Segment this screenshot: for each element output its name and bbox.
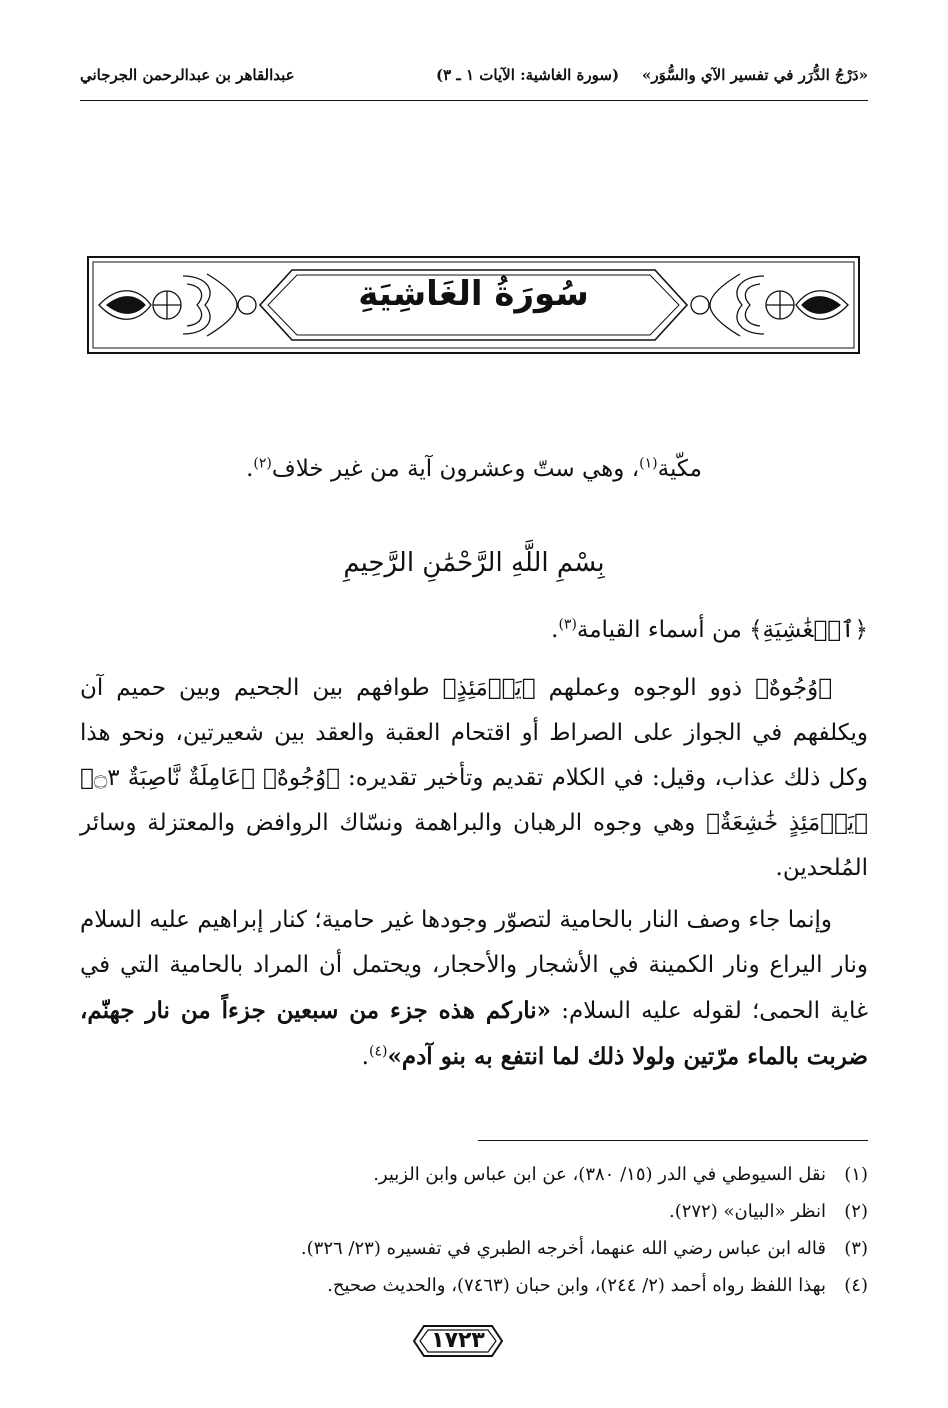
header-book-title: «دَرْجُ الدُّرَر في تفسير الآي والسُّوَر»: [641, 66, 868, 84]
footnote-ref: (٤): [368, 1043, 388, 1060]
footnote-number: (٤): [844, 1275, 868, 1296]
page-number-badge: [412, 1322, 504, 1360]
footnote: [80, 1267, 868, 1304]
paragraph-text: وإنما جاء وصف النار بالحامية لتصوّر وجودها غير حامية؛ كنار إبراهيم عليه السلام ونار اليراع ونار الكمينة في الأشجار والأحجار، ويحتمل أن المراد بالحامية التي في غاية الحمى؛ لقوله عليه السلام:: [80, 907, 868, 1024]
hadith-quote: «ناركم هذه جزء من سبعين جزءاً من نار جهنّم، ضربت بالماء مرّتين ولولا ذلك لما انتفع به بنو آدم»: [80, 997, 868, 1070]
paragraph: ﴿وُجُوهٌ﴾ ذوو الوجوه وعملهم ﴿يَوۡمَئِذٍ﴾ طوافهم بين الجحيم وبين حميم آن ويكلفهم في الجواز على الصراط أو اقتحام العقبة والعقد بين شعيرتين، ونحو هذا وكل ذلك عذاب، وقيل: في الكلام تقديم وتأخير تقديره: ﴿وُجُوهٌ﴾ ﴿عَامِلَةٌ نَّاصِبَةٌ ۝٣﴾ ﴿يَوۡمَئِذٍ خَٰشِعَةٌ﴾ وهي وجوه الرهبان والبراهمة ونسّاك الروافض والمعتزلة وسائر المُلحدين.: [80, 675, 868, 881]
footnote-number: (١): [844, 1164, 868, 1185]
footnote-number: (٢): [844, 1201, 868, 1222]
footnote: [80, 1193, 868, 1230]
surah-title: سُورَةُ الغَاشِيَةِ: [358, 274, 589, 314]
intro-text: مكّية: [657, 456, 702, 482]
intro-text: ، وهي ستّ وعشرون آية من غير خلاف: [271, 456, 640, 482]
footnote-text: قاله ابن عباس رضي الله عنهما، أخرجه الطبري في تفسيره (٢٣/ ٣٢٦).: [300, 1238, 826, 1259]
footnote-divider: [478, 1140, 868, 1141]
footnote: [80, 1230, 868, 1267]
paragraph-text: .: [361, 1044, 369, 1070]
basmala: بِسْمِ اللَّهِ الرَّحْمَٰنِ الرَّحِيمِ: [343, 548, 605, 578]
surah-title-banner: [87, 256, 860, 354]
verse-text: .: [551, 617, 559, 643]
verse-line: [80, 607, 868, 653]
footnote-text: بهذا اللفظ رواه أحمد (٢/ ٢٤٤)، وابن حبان (٧٤٦٣)، والحديث صحيح.: [327, 1275, 826, 1296]
paragraph: [80, 898, 868, 1080]
footnote-number: (٣): [844, 1238, 868, 1259]
page-number: ١٧٢٣: [431, 1328, 485, 1353]
footnote-ref: (١): [639, 455, 658, 472]
footnote: [80, 1156, 868, 1193]
surah-intro: [80, 446, 868, 492]
footnote-text: نقل السيوطي في الدر (١٥/ ٣٨٠)، عن ابن عباس وابن الزبير.: [373, 1164, 826, 1185]
running-header: [80, 60, 868, 100]
header-author: عبدالقاهر بن عبدالرحمن الجرجاني: [80, 66, 295, 84]
footnote-ref: (٣): [558, 616, 577, 633]
intro-text: .: [246, 456, 254, 482]
footnote-text: انظر «البيان» (٢٧٢).: [668, 1201, 826, 1222]
footnotes: [80, 1156, 868, 1304]
footnote-ref: (٢): [253, 455, 272, 472]
verse-text: ﴿ٱلۡغَٰشِيَةِ﴾ من أسماء القيامة: [576, 617, 868, 643]
header-divider: [80, 100, 868, 101]
header-section: (سورة الغاشية: الآيات ١ ـ ٣): [436, 66, 620, 84]
